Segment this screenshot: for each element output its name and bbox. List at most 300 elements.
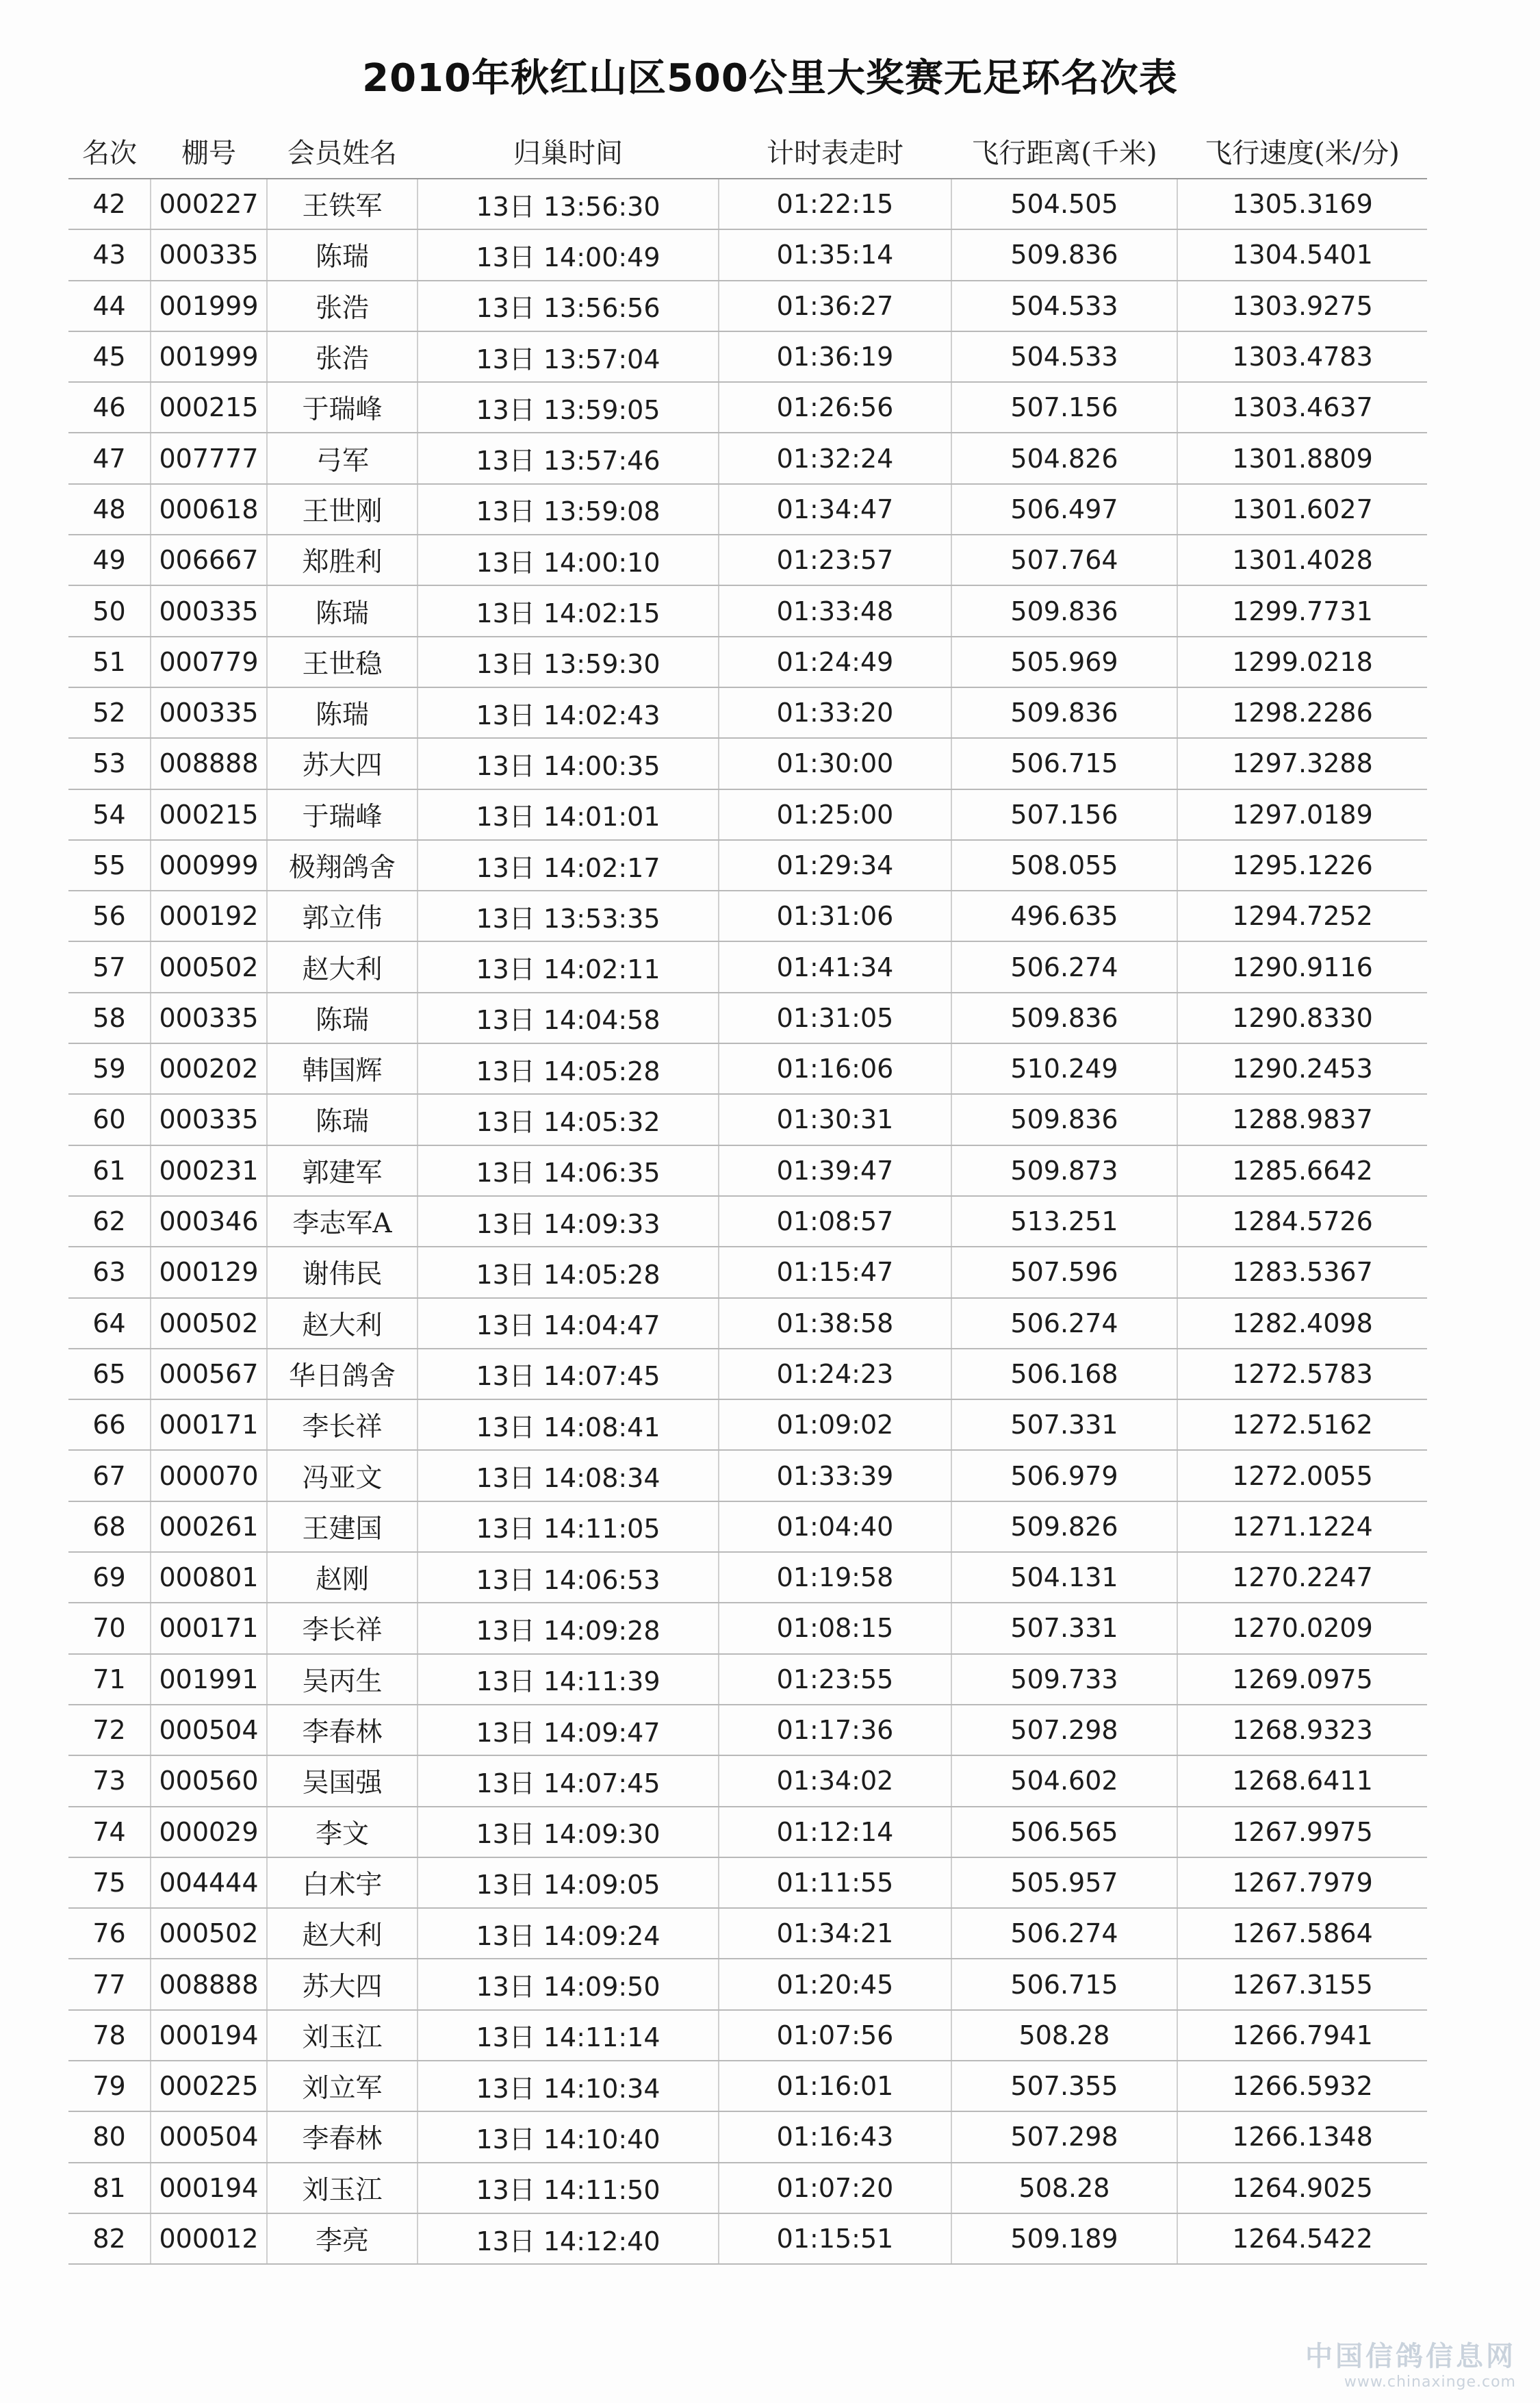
loft-number-cell: 000129 (151, 1247, 267, 1297)
table-row (68, 789, 1427, 840)
flight-time-cell: 01:32:24 (719, 433, 951, 483)
loft-number-cell: 000335 (151, 993, 267, 1043)
return-time-cell: 13日 14:05:28 (418, 1043, 719, 1094)
results-table (68, 123, 1427, 2265)
flight-time-cell: 01:24:49 (719, 637, 951, 687)
speed-cell: 1272.5783 (1177, 1349, 1427, 1399)
loft-number-cell: 000171 (151, 1399, 267, 1450)
distance-cell: 507.156 (951, 789, 1177, 840)
rank-cell: 64 (68, 1298, 151, 1349)
speed-cell: 1304.5401 (1177, 229, 1427, 280)
loft-number-cell: 000502 (151, 1908, 267, 1959)
table-row (68, 1603, 1427, 1653)
table-row (68, 1857, 1427, 1908)
table-row (68, 1501, 1427, 1552)
return-time-cell: 13日 13:53:35 (418, 891, 719, 941)
table-row (68, 1807, 1427, 1857)
table-body (68, 179, 1427, 2264)
speed-cell: 1269.0975 (1177, 1654, 1427, 1705)
distance-cell: 507.331 (951, 1399, 1177, 1450)
rank-cell: 57 (68, 941, 151, 992)
header-flight-time: 计时表走时 (719, 123, 951, 179)
distance-cell: 509.836 (951, 229, 1177, 280)
member-name-cell: 王世稳 (267, 637, 418, 687)
distance-cell: 509.733 (951, 1654, 1177, 1705)
flight-time-cell: 01:16:01 (719, 2061, 951, 2111)
table-row (68, 433, 1427, 483)
flight-time-cell: 01:15:47 (719, 1247, 951, 1297)
rank-cell: 44 (68, 281, 151, 331)
speed-cell: 1298.2286 (1177, 687, 1427, 738)
header-loft: 棚号 (151, 123, 267, 179)
table-row (68, 1755, 1427, 1806)
flight-time-cell: 01:09:02 (719, 1399, 951, 1450)
table-row (68, 1908, 1427, 1959)
loft-number-cell: 000335 (151, 229, 267, 280)
table-row (68, 229, 1427, 280)
speed-cell: 1272.0055 (1177, 1450, 1427, 1501)
flight-time-cell: 01:34:47 (719, 484, 951, 535)
flight-time-cell: 01:30:00 (719, 738, 951, 789)
member-name-cell: 郑胜利 (267, 535, 418, 585)
flight-time-cell: 01:07:20 (719, 2163, 951, 2213)
distance-cell: 496.635 (951, 891, 1177, 941)
table-row (68, 1654, 1427, 1705)
distance-cell: 504.533 (951, 331, 1177, 382)
flight-time-cell: 01:36:19 (719, 331, 951, 382)
distance-cell: 508.28 (951, 2010, 1177, 2061)
loft-number-cell: 000801 (151, 1552, 267, 1603)
speed-cell: 1267.5864 (1177, 1908, 1427, 1959)
member-name-cell: 王世刚 (267, 484, 418, 535)
rank-cell: 82 (68, 2213, 151, 2264)
rank-cell: 63 (68, 1247, 151, 1297)
speed-cell: 1266.1348 (1177, 2111, 1427, 2162)
return-time-cell: 13日 14:09:28 (418, 1603, 719, 1653)
loft-number-cell: 000567 (151, 1349, 267, 1399)
rank-cell: 43 (68, 229, 151, 280)
table-row (68, 891, 1427, 941)
loft-number-cell: 001999 (151, 331, 267, 382)
speed-cell: 1270.2247 (1177, 1552, 1427, 1603)
member-name-cell: 张浩 (267, 331, 418, 382)
return-time-cell: 13日 13:57:04 (418, 331, 719, 382)
rank-cell: 58 (68, 993, 151, 1043)
distance-cell: 509.189 (951, 2213, 1177, 2264)
member-name-cell: 陈瑞 (267, 585, 418, 636)
distance-cell: 507.596 (951, 1247, 1177, 1297)
return-time-cell: 13日 14:04:47 (418, 1298, 719, 1349)
speed-cell: 1283.5367 (1177, 1247, 1427, 1297)
loft-number-cell: 000225 (151, 2061, 267, 2111)
loft-number-cell: 000227 (151, 179, 267, 229)
speed-cell: 1305.3169 (1177, 179, 1427, 229)
distance-cell: 506.715 (951, 1959, 1177, 2009)
return-time-cell: 13日 14:07:45 (418, 1755, 719, 1806)
return-time-cell: 13日 14:02:11 (418, 941, 719, 992)
loft-number-cell: 000335 (151, 585, 267, 636)
table-row (68, 535, 1427, 585)
flight-time-cell: 01:38:58 (719, 1298, 951, 1349)
member-name-cell: 赵大利 (267, 941, 418, 992)
header-distance: 飞行距离(千米) (951, 123, 1177, 179)
distance-cell: 506.274 (951, 941, 1177, 992)
loft-number-cell: 000618 (151, 484, 267, 535)
flight-time-cell: 01:20:45 (719, 1959, 951, 2009)
rank-cell: 47 (68, 433, 151, 483)
rank-cell: 70 (68, 1603, 151, 1653)
header-return-time: 归巢时间 (418, 123, 719, 179)
rank-cell: 75 (68, 1857, 151, 1908)
speed-cell: 1303.4637 (1177, 382, 1427, 433)
distance-cell: 507.298 (951, 1705, 1177, 1755)
member-name-cell: 苏大四 (267, 1959, 418, 2009)
member-name-cell: 李亮 (267, 2213, 418, 2264)
speed-cell: 1284.5726 (1177, 1196, 1427, 1247)
return-time-cell: 13日 14:09:30 (418, 1807, 719, 1857)
member-name-cell: 赵大利 (267, 1298, 418, 1349)
loft-number-cell: 000012 (151, 2213, 267, 2264)
member-name-cell: 李长祥 (267, 1603, 418, 1653)
flight-time-cell: 01:33:20 (719, 687, 951, 738)
rank-cell: 77 (68, 1959, 151, 2009)
table-row (68, 331, 1427, 382)
loft-number-cell: 000504 (151, 2111, 267, 2162)
member-name-cell: 冯亚文 (267, 1450, 418, 1501)
speed-cell: 1299.0218 (1177, 637, 1427, 687)
member-name-cell: 李春林 (267, 1705, 418, 1755)
member-name-cell: 弓军 (267, 433, 418, 483)
table-row (68, 281, 1427, 331)
return-time-cell: 13日 14:09:24 (418, 1908, 719, 1959)
member-name-cell: 郭建军 (267, 1145, 418, 1196)
distance-cell: 513.251 (951, 1196, 1177, 1247)
member-name-cell: 陈瑞 (267, 229, 418, 280)
member-name-cell: 赵大利 (267, 1908, 418, 1959)
loft-number-cell: 000192 (151, 891, 267, 941)
flight-time-cell: 01:39:47 (719, 1145, 951, 1196)
return-time-cell: 13日 14:11:50 (418, 2163, 719, 2213)
table-row (68, 179, 1427, 229)
table-row (68, 1247, 1427, 1297)
loft-number-cell: 000215 (151, 382, 267, 433)
speed-cell: 1303.4783 (1177, 331, 1427, 382)
speed-cell: 1299.7731 (1177, 585, 1427, 636)
flight-time-cell: 01:26:56 (719, 382, 951, 433)
flight-time-cell: 01:15:51 (719, 2213, 951, 2264)
rank-cell: 51 (68, 637, 151, 687)
rank-cell: 81 (68, 2163, 151, 2213)
member-name-cell: 于瑞峰 (267, 382, 418, 433)
table-row (68, 1094, 1427, 1145)
speed-cell: 1272.5162 (1177, 1399, 1427, 1450)
rank-cell: 71 (68, 1654, 151, 1705)
flight-time-cell: 01:04:40 (719, 1501, 951, 1552)
table-row (68, 840, 1427, 891)
speed-cell: 1264.5422 (1177, 2213, 1427, 2264)
flight-time-cell: 01:29:34 (719, 840, 951, 891)
loft-number-cell: 001999 (151, 281, 267, 331)
speed-cell: 1266.5932 (1177, 2061, 1427, 2111)
table-row (68, 1552, 1427, 1603)
loft-number-cell: 006667 (151, 535, 267, 585)
return-time-cell: 13日 14:11:14 (418, 2010, 719, 2061)
flight-time-cell: 01:36:27 (719, 281, 951, 331)
distance-cell: 506.274 (951, 1908, 1177, 1959)
speed-cell: 1268.9323 (1177, 1705, 1427, 1755)
distance-cell: 504.602 (951, 1755, 1177, 1806)
speed-cell: 1268.6411 (1177, 1755, 1427, 1806)
rank-cell: 78 (68, 2010, 151, 2061)
speed-cell: 1282.4098 (1177, 1298, 1427, 1349)
speed-cell: 1270.0209 (1177, 1603, 1427, 1653)
distance-cell: 504.533 (951, 281, 1177, 331)
flight-time-cell: 01:16:43 (719, 2111, 951, 2162)
speed-cell: 1295.1226 (1177, 840, 1427, 891)
loft-number-cell: 000502 (151, 941, 267, 992)
speed-cell: 1285.6642 (1177, 1145, 1427, 1196)
table-row (68, 2163, 1427, 2213)
table-row (68, 585, 1427, 636)
return-time-cell: 13日 14:09:33 (418, 1196, 719, 1247)
distance-cell: 504.826 (951, 433, 1177, 483)
loft-number-cell: 001991 (151, 1654, 267, 1705)
distance-cell: 509.836 (951, 1094, 1177, 1145)
flight-time-cell: 01:08:15 (719, 1603, 951, 1653)
speed-cell: 1294.7252 (1177, 891, 1427, 941)
speed-cell: 1290.8330 (1177, 993, 1427, 1043)
loft-number-cell: 000502 (151, 1298, 267, 1349)
member-name-cell: 赵刚 (267, 1552, 418, 1603)
distance-cell: 506.715 (951, 738, 1177, 789)
rank-cell: 42 (68, 179, 151, 229)
member-name-cell: 极翔鸽舍 (267, 840, 418, 891)
rank-cell: 45 (68, 331, 151, 382)
distance-cell: 506.274 (951, 1298, 1177, 1349)
rank-cell: 66 (68, 1399, 151, 1450)
member-name-cell: 李春林 (267, 2111, 418, 2162)
speed-cell: 1288.9837 (1177, 1094, 1427, 1145)
distance-cell: 509.873 (951, 1145, 1177, 1196)
table-row (68, 1959, 1427, 2009)
rank-cell: 59 (68, 1043, 151, 1094)
loft-number-cell: 000215 (151, 789, 267, 840)
flight-time-cell: 01:19:58 (719, 1552, 951, 1603)
member-name-cell: 吴丙生 (267, 1654, 418, 1705)
speed-cell: 1290.9116 (1177, 941, 1427, 992)
return-time-cell: 13日 13:59:05 (418, 382, 719, 433)
rank-cell: 72 (68, 1705, 151, 1755)
rank-cell: 74 (68, 1807, 151, 1857)
member-name-cell: 王铁军 (267, 179, 418, 229)
loft-number-cell: 000231 (151, 1145, 267, 1196)
return-time-cell: 13日 14:11:39 (418, 1654, 719, 1705)
rank-cell: 60 (68, 1094, 151, 1145)
return-time-cell: 13日 13:59:08 (418, 484, 719, 535)
distance-cell: 505.957 (951, 1857, 1177, 1908)
return-time-cell: 13日 14:10:34 (418, 2061, 719, 2111)
loft-number-cell: 000335 (151, 1094, 267, 1145)
rank-cell: 52 (68, 687, 151, 738)
rank-cell: 53 (68, 738, 151, 789)
rank-cell: 50 (68, 585, 151, 636)
rank-cell: 68 (68, 1501, 151, 1552)
return-time-cell: 13日 14:02:43 (418, 687, 719, 738)
flight-time-cell: 01:31:05 (719, 993, 951, 1043)
loft-number-cell: 007777 (151, 433, 267, 483)
flight-time-cell: 01:31:06 (719, 891, 951, 941)
watermark-url: www.chinaxinge.com (1344, 2374, 1516, 2391)
table-row (68, 1349, 1427, 1399)
rank-cell: 56 (68, 891, 151, 941)
distance-cell: 507.764 (951, 535, 1177, 585)
rank-cell: 79 (68, 2061, 151, 2111)
rank-cell: 61 (68, 1145, 151, 1196)
distance-cell: 509.836 (951, 687, 1177, 738)
rank-cell: 80 (68, 2111, 151, 2162)
distance-cell: 504.505 (951, 179, 1177, 229)
flight-time-cell: 01:11:55 (719, 1857, 951, 1908)
flight-time-cell: 01:41:34 (719, 941, 951, 992)
return-time-cell: 13日 14:00:10 (418, 535, 719, 585)
table-row (68, 1705, 1427, 1755)
speed-cell: 1266.7941 (1177, 2010, 1427, 2061)
distance-cell: 507.298 (951, 2111, 1177, 2162)
loft-number-cell: 000560 (151, 1755, 267, 1806)
watermark-text: 中国信鸽信息网 (1305, 2341, 1516, 2372)
member-name-cell: 吴国强 (267, 1755, 418, 1806)
rank-cell: 69 (68, 1552, 151, 1603)
return-time-cell: 13日 14:01:01 (418, 789, 719, 840)
header-member: 会员姓名 (267, 123, 418, 179)
watermark (1305, 2335, 1516, 2391)
member-name-cell: 陈瑞 (267, 993, 418, 1043)
flight-time-cell: 01:22:15 (719, 179, 951, 229)
table-row (68, 382, 1427, 433)
loft-number-cell: 004444 (151, 1857, 267, 1908)
loft-number-cell: 000999 (151, 840, 267, 891)
rank-cell: 76 (68, 1908, 151, 1959)
table-row (68, 2010, 1427, 2061)
member-name-cell: 王建国 (267, 1501, 418, 1552)
rank-cell: 49 (68, 535, 151, 585)
flight-time-cell: 01:33:48 (719, 585, 951, 636)
table-row (68, 738, 1427, 789)
loft-number-cell: 000070 (151, 1450, 267, 1501)
table-row (68, 687, 1427, 738)
loft-number-cell: 000202 (151, 1043, 267, 1094)
flight-time-cell: 01:34:21 (719, 1908, 951, 1959)
flight-time-cell: 01:12:14 (719, 1807, 951, 1857)
distance-cell: 509.836 (951, 993, 1177, 1043)
distance-cell: 504.131 (951, 1552, 1177, 1603)
distance-cell: 507.331 (951, 1603, 1177, 1653)
return-time-cell: 13日 14:06:53 (418, 1552, 719, 1603)
rank-cell: 62 (68, 1196, 151, 1247)
speed-cell: 1301.8809 (1177, 433, 1427, 483)
table-row (68, 1450, 1427, 1501)
member-name-cell: 谢伟民 (267, 1247, 418, 1297)
speed-cell: 1290.2453 (1177, 1043, 1427, 1094)
loft-number-cell: 000194 (151, 2010, 267, 2061)
table-row (68, 1196, 1427, 1247)
table-row (68, 2213, 1427, 2264)
table-row (68, 1043, 1427, 1094)
distance-cell: 507.355 (951, 2061, 1177, 2111)
speed-cell: 1267.7979 (1177, 1857, 1427, 1908)
table-row (68, 993, 1427, 1043)
member-name-cell: 刘玉江 (267, 2163, 418, 2213)
loft-number-cell: 000261 (151, 1501, 267, 1552)
return-time-cell: 13日 14:07:45 (418, 1349, 719, 1399)
flight-time-cell: 01:08:57 (719, 1196, 951, 1247)
member-name-cell: 华日鸽舍 (267, 1349, 418, 1399)
return-time-cell: 13日 14:09:50 (418, 1959, 719, 2009)
distance-cell: 508.28 (951, 2163, 1177, 2213)
return-time-cell: 13日 14:08:41 (418, 1399, 719, 1450)
return-time-cell: 13日 14:11:05 (418, 1501, 719, 1552)
speed-cell: 1301.6027 (1177, 484, 1427, 535)
return-time-cell: 13日 14:02:15 (418, 585, 719, 636)
flight-time-cell: 01:30:31 (719, 1094, 951, 1145)
rank-cell: 54 (68, 789, 151, 840)
header-row (68, 123, 1427, 179)
loft-number-cell: 000504 (151, 1705, 267, 1755)
loft-number-cell: 000194 (151, 2163, 267, 2213)
rank-cell: 73 (68, 1755, 151, 1806)
member-name-cell: 李志军A (267, 1196, 418, 1247)
flight-time-cell: 01:23:55 (719, 1654, 951, 1705)
member-name-cell: 陈瑞 (267, 1094, 418, 1145)
speed-cell: 1297.0189 (1177, 789, 1427, 840)
speed-cell: 1264.9025 (1177, 2163, 1427, 2213)
distance-cell: 505.969 (951, 637, 1177, 687)
member-name-cell: 刘立军 (267, 2061, 418, 2111)
member-name-cell: 李长祥 (267, 1399, 418, 1450)
return-time-cell: 13日 14:00:49 (418, 229, 719, 280)
return-time-cell: 13日 14:05:28 (418, 1247, 719, 1297)
loft-number-cell: 000335 (151, 687, 267, 738)
table-row (68, 941, 1427, 992)
speed-cell: 1271.1224 (1177, 1501, 1427, 1552)
flight-time-cell: 01:33:39 (719, 1450, 951, 1501)
loft-number-cell: 008888 (151, 738, 267, 789)
member-name-cell: 郭立伟 (267, 891, 418, 941)
member-name-cell: 李文 (267, 1807, 418, 1857)
return-time-cell: 13日 14:02:17 (418, 840, 719, 891)
distance-cell: 510.249 (951, 1043, 1177, 1094)
loft-number-cell: 000029 (151, 1807, 267, 1857)
return-time-cell: 13日 14:06:35 (418, 1145, 719, 1196)
member-name-cell: 张浩 (267, 281, 418, 331)
table-row (68, 1399, 1427, 1450)
distance-cell: 506.168 (951, 1349, 1177, 1399)
header-rank: 名次 (68, 123, 151, 179)
return-time-cell: 13日 14:09:05 (418, 1857, 719, 1908)
table-row (68, 1298, 1427, 1349)
flight-time-cell: 01:24:23 (719, 1349, 951, 1399)
rank-cell: 46 (68, 382, 151, 433)
flight-time-cell: 01:35:14 (719, 229, 951, 280)
speed-cell: 1303.9275 (1177, 281, 1427, 331)
member-name-cell: 于瑞峰 (267, 789, 418, 840)
rank-cell: 67 (68, 1450, 151, 1501)
speed-cell: 1297.3288 (1177, 738, 1427, 789)
distance-cell: 506.497 (951, 484, 1177, 535)
speed-cell: 1301.4028 (1177, 535, 1427, 585)
document-title: 2010年秋红山区500公里大奖赛无足环名次表 (362, 56, 1178, 101)
distance-cell: 506.565 (951, 1807, 1177, 1857)
